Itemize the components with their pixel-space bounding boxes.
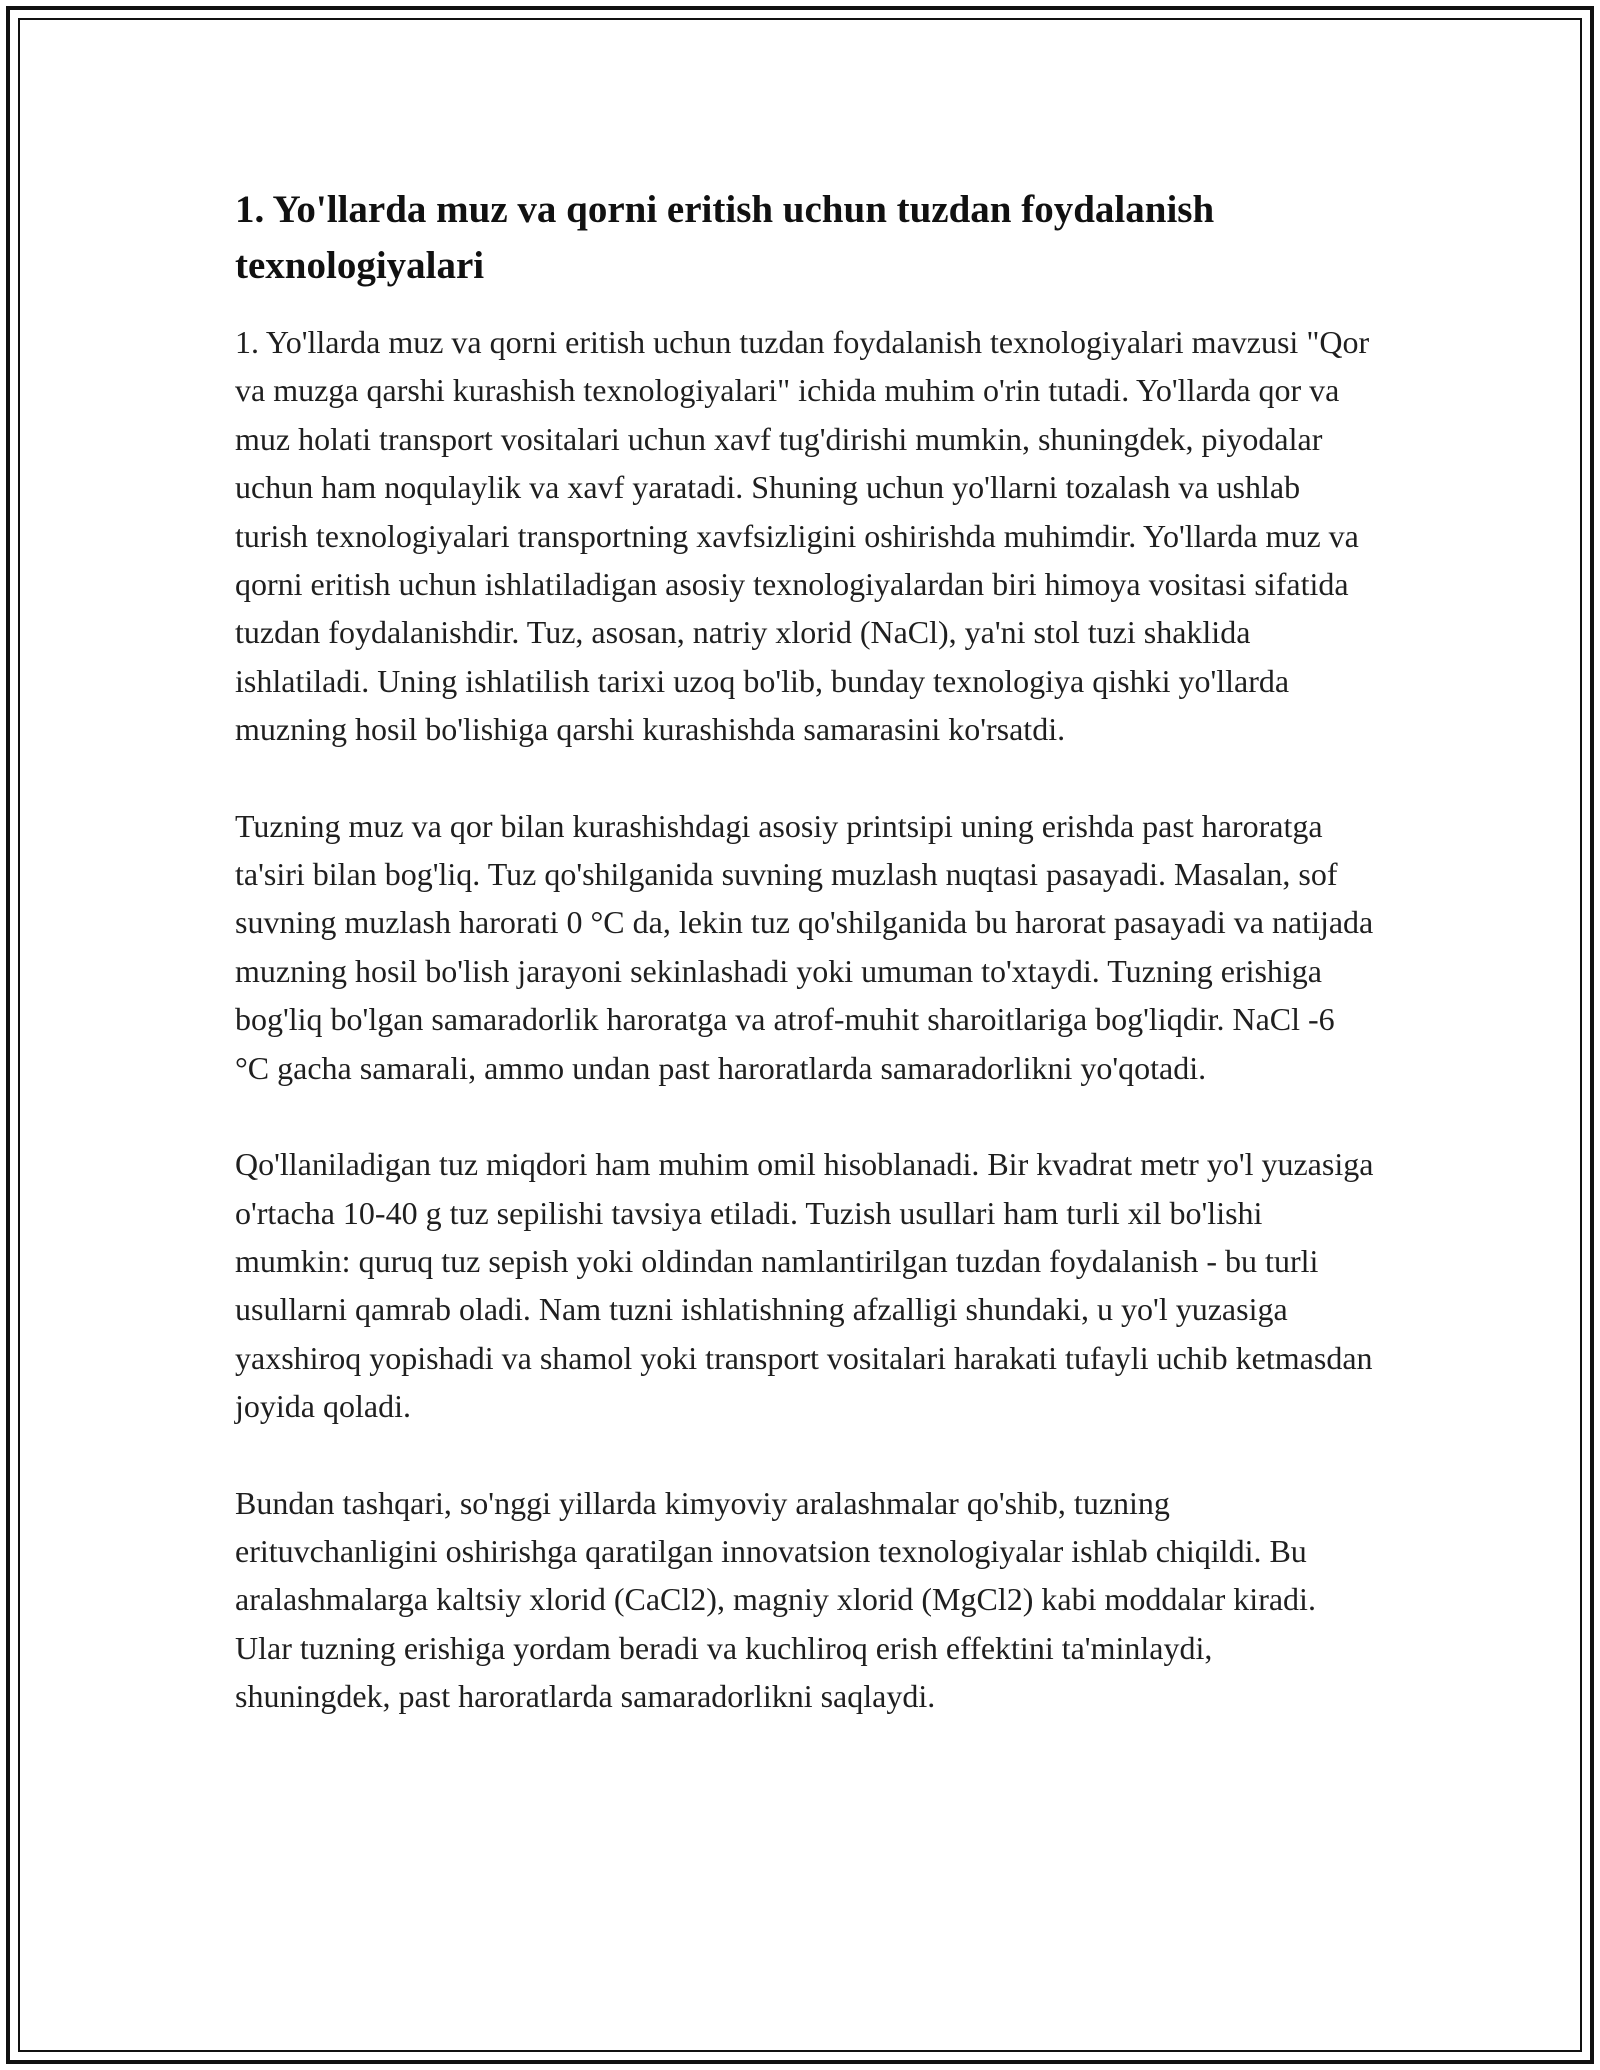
document-title: 1. Yo'llarda muz va qorni eritish uchun tuzdan foydalanish texnologiyalari bbox=[235, 188, 1215, 287]
paragraph-3: Qo'llaniladigan tuz miqdori ham muhim omil hisoblanadi. Bir kvadrat metr yo'l yuzasiga o'rtacha 10-40 g tuz sepilishi tavsiya etiladi. Tuzish usullari ham turli xil bo'lishi mumkin: quruq tuz sepish yoki oldindan namlantirilgan tuzdan foydalanish - bu turli usullarni qamrab oladi. Nam tuzni ishlatishning afzalligi shundaki, u yo'l yuzasiga yaxshiroq yopishadi va shamol yoki transport vositalari harakati tufayli uchib ketmasdan joyida qoladi. bbox=[235, 1146, 1374, 1425]
document-body bbox=[235, 182, 1375, 1721]
paragraph-1: 1. Yo'llarda muz va qorni eritish uchun tuzdan foydalanish texnologiyalari mavzusi "Qor va muzga qarshi kurashish texnologiyalari" ichida muhim o'rin tutadi. Yo'llarda qor va muz holati transport vositalari uchun xavf tug'dirishi mumkin, shuningdek, piyodalar uchun ham noqulaylik va xavf yaratadi. Shuning uchun yo'llarni tozalash va ushlab turish texnologiyalari transportning xavfsizligini oshirishda muhimdir. Yo'llarda muz va qorni eritish uchun ishlatiladigan asosiy texnologiyalardan biri himoya vositasi sifatida tuzdan foydalanishdir. Tuz, asosan, natriy xlorid (NaCl), ya'ni stol tuzi shaklida ishlatiladi. Uning ishlatilish tarixi uzoq bo'lib, bunday texnologiya qishki yo'llarda muzning hosil bo'lishiga qarshi kurashishda samarasini ko'rsatdi. bbox=[235, 324, 1370, 748]
paragraph-2: Tuzning muz va qor bilan kurashishdagi asosiy printsipi uning erishda past haroratga ta'siri bilan bog'liq. Tuz qo'shilganida suvning muzlash nuqtasi pasayadi. Masalan, sof suvning muzlash harorati 0 °C da, lekin tuz qo'shilganida bu harorat pasayadi va natijada muzning hosil bo'lish jarayoni sekinlashadi yoki umuman to'xtaydi. Tuzning erishiga bog'liq bo'lgan samaradorlik haroratga va atrof-muhit sharoitlariga bog'liqdir. NaCl -6 °C gacha samarali, ammo undan past haroratlarda samaradorlikni yo'qotadi. bbox=[235, 807, 1374, 1086]
paragraph-4: Bundan tashqari, so'nggi yillarda kimyoviy aralashmalar qo'shib, tuzning erituvchanligini oshirishga qaratilgan innovatsion texnologiyalar ishlab chiqildi. Bu aralashmalarga kaltsiy xlorid (CaCl2), magniy xlorid (MgCl2) kabi moddalar kiradi. Ular tuzning erishiga yordam beradi va kuchliroq erish effektini ta'minlaydi, shuningdek, past haroratlarda samaradorlikni saqlaydi. bbox=[235, 1484, 1316, 1715]
